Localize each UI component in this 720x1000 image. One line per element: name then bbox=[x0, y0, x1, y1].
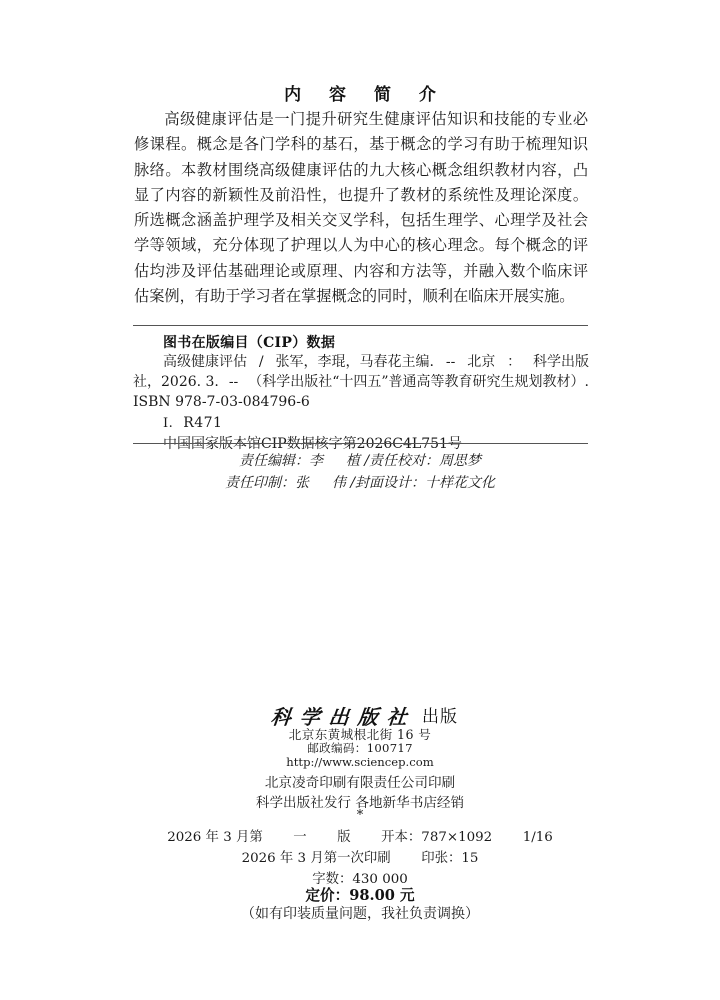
responsible-editor-label: 责任编辑：李 bbox=[238, 453, 323, 469]
paper-fraction: 1/16 bbox=[522, 830, 553, 845]
cip-slash: / bbox=[258, 354, 264, 370]
colophon-print-row bbox=[0, 848, 720, 869]
print-date: 2026 年 3 月第一次印刷 bbox=[241, 851, 391, 866]
edition-word: 版 bbox=[337, 830, 351, 845]
cip-series-dashes: -- bbox=[228, 374, 239, 391]
printer-name: 北京凌奇印刷有限责任公司印刷 bbox=[264, 775, 456, 791]
distribution-line: 科学出版社发行 各地新华书店经销 bbox=[255, 795, 465, 811]
cip-isbn: ISBN 978-7-03-084796-6 bbox=[133, 394, 310, 411]
publisher-logo-brush: 科学出版社 bbox=[269, 705, 418, 729]
cip-catalog-number: 中国国家版本馆CIP数据核字第2026C4L751号 bbox=[163, 435, 462, 452]
colophon-block bbox=[0, 827, 720, 890]
responsible-printing-name: 伟 bbox=[331, 475, 346, 491]
responsible-printing-label: 责任印制：张 bbox=[224, 475, 309, 491]
edition-date: 2026 年 3 月第 bbox=[167, 830, 263, 845]
cip-classification bbox=[133, 413, 589, 434]
publisher-zipcode: 邮政编码：100717 bbox=[307, 741, 413, 755]
cover-designer: /封面设计：十样花文化 bbox=[350, 475, 496, 491]
publisher-url[interactable]: http://www.sciencep.com bbox=[286, 755, 434, 769]
cip-place: 北京 bbox=[467, 354, 496, 370]
paper-format: 开本：787×1092 bbox=[381, 830, 493, 845]
cip-colon: ： bbox=[507, 354, 522, 370]
cip-classification-code: R471 bbox=[183, 414, 223, 431]
cip-classification-roman: Ⅰ. bbox=[163, 415, 174, 431]
publisher-logo-suffix: 出版 bbox=[422, 707, 458, 727]
cip-book-title: 高级健康评估 bbox=[163, 354, 247, 370]
credits-printing-row bbox=[0, 472, 720, 494]
cip-series-line bbox=[133, 372, 589, 392]
cip-rule-top bbox=[133, 325, 588, 326]
cip-pubyear: 社，2026. 3. bbox=[133, 374, 219, 391]
asterisk-separator: * bbox=[356, 808, 364, 823]
edition-number: 一 bbox=[293, 830, 307, 845]
credits-editor-row bbox=[0, 450, 720, 472]
colophon-edition-row bbox=[0, 827, 720, 848]
publisher-address: 北京东黄城根北街 16 号 bbox=[288, 727, 432, 742]
cip-authors: 张军，李琨，马春花主编. bbox=[275, 354, 434, 370]
cip-dashes: -- bbox=[445, 354, 456, 370]
credits-block bbox=[0, 450, 720, 494]
cip-heading: 图书在版编目（CIP）数据 bbox=[163, 335, 336, 351]
responsible-editor-name: 植 bbox=[345, 453, 360, 469]
cip-title-line bbox=[133, 352, 589, 372]
print-sheets: 印张：15 bbox=[421, 851, 479, 866]
price-line: 定价：98.00 元 bbox=[305, 887, 415, 904]
word-count: 字数：430 000 bbox=[312, 872, 408, 887]
abstract-heading: 内 容 简 介 bbox=[284, 85, 447, 105]
exchange-notice: （如有印装质量问题，我社负责调换） bbox=[241, 906, 479, 922]
cip-publisher: 科学出版 bbox=[532, 354, 589, 370]
cip-rule-bottom bbox=[133, 443, 588, 444]
cip-series-name: （科学出版社“十四五”普通高等教育研究生规划教材）. bbox=[248, 374, 589, 391]
cip-body bbox=[133, 352, 589, 454]
abstract-text: 高级健康评估是一门提升研究生健康评估知识和技能的专业必修课程。概念是各门学科的基石，基于概念的学习有助于梳理知识脉络。本教材围绕高级健康评估的九大核心概念组织教材内容，凸显了内容的新颖性及前沿性，也提升了教材的系统性及理论深度。所选概念涵盖护理学及相关交叉学科，包括生理学、心理学及社会学等领域，充分体现了护理以人为中心的核心理念。每个概念的评估均涉及评估基础理论或原理、内容和方法等，并融入数个临床评估案例，有助于学习者在掌握概念的同时，顺利在临床开展实施。 bbox=[134, 110, 588, 306]
responsible-proofreader: /责任校对：周思梦 bbox=[364, 453, 482, 469]
